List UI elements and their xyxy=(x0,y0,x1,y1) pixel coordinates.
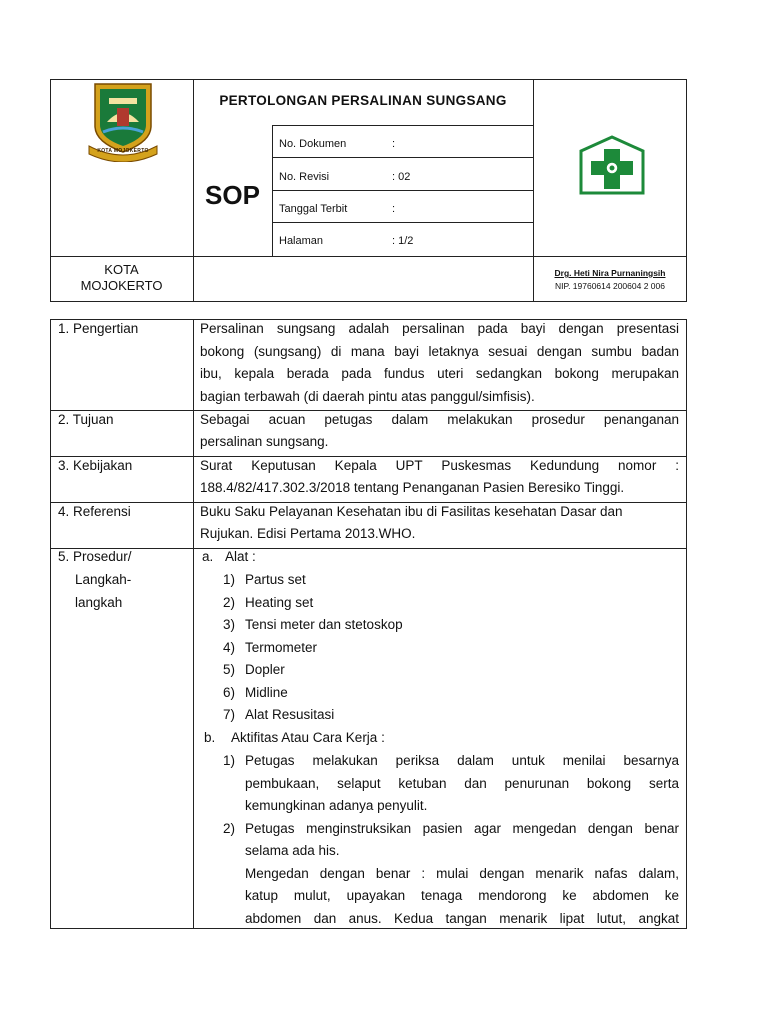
list-number: 1) xyxy=(223,572,236,587)
alat-item: Heating set xyxy=(245,595,314,610)
step-line: katup mulut, upayakan tenaga mendorong ke abdomen ke xyxy=(245,888,679,903)
list-number: 4) xyxy=(223,640,236,655)
city-logo-banner: KOTA MOJOKERTO xyxy=(97,148,149,154)
alat-item: Alat Resusitasi xyxy=(245,707,335,722)
list-number: 1) xyxy=(223,753,236,768)
pengertian-line: Persalinan sungsang adalah persalinan pada bayi dengan presentasi xyxy=(200,321,679,336)
field-label-halaman: Halaman xyxy=(279,235,324,247)
list-number: 3) xyxy=(223,617,236,632)
list-number: 7) xyxy=(223,707,236,722)
step-line: selama ada his. xyxy=(245,843,340,858)
list-marker: b. xyxy=(204,730,216,745)
list-number: 5) xyxy=(223,662,236,677)
field-label-tanggal-terbit: Tanggal Terbit xyxy=(279,203,348,215)
pengertian-line: ibu, kepala berada pada fundus uteri sedangkan bokong merupakan xyxy=(200,366,679,381)
alat-item: Termometer xyxy=(245,640,318,655)
alat-heading: Alat : xyxy=(225,549,256,564)
alat-item: Midline xyxy=(245,685,288,700)
list-number: 6) xyxy=(223,685,236,700)
city-name-line2: MOJOKERTO xyxy=(80,278,163,293)
step-line: Petugas menginstruksikan pasien agar mengedan dengan benar xyxy=(245,821,679,836)
aktifitas-heading: Aktifitas Atau Cara Kerja : xyxy=(231,730,385,745)
header-divider xyxy=(272,222,533,223)
sop-label: SOP xyxy=(205,180,260,210)
kebijakan-line: Surat Keputusan Kepala UPT Puskesmas Kedundung nomor : xyxy=(200,458,679,473)
city-name-line1: KOTA xyxy=(104,262,139,277)
section-label-pengertian: 1. Pengertian xyxy=(58,321,139,336)
referensi-line: Rujukan. Edisi Pertama 2013.WHO. xyxy=(200,526,416,541)
document-title: PERTOLONGAN PERSALINAN SUNGSANG xyxy=(219,93,507,108)
section-label-kebijakan: 3. Kebijakan xyxy=(58,458,133,473)
step-line: Mengedan dengan benar : mulai dengan menarik nafas dalam, xyxy=(245,866,679,881)
list-number: 2) xyxy=(223,821,236,836)
header-divider xyxy=(272,190,533,191)
pengertian-line: bokong (sungsang) di mana bayi letaknya sesuai dengan sumbu badan xyxy=(200,344,679,359)
alat-item: Tensi meter dan stetoskop xyxy=(245,617,403,632)
alat-item: Partus set xyxy=(245,572,306,587)
field-value-tanggal-terbit: : xyxy=(392,203,396,215)
body-divider xyxy=(50,548,687,549)
header-divider xyxy=(50,256,687,257)
field-label-no-dokumen: No. Dokumen xyxy=(279,138,347,150)
signatory-nip: NIP. 19760614 200604 2 006 xyxy=(555,281,665,291)
header-divider xyxy=(272,125,533,126)
field-value-halaman: : 1/2 xyxy=(392,235,414,247)
pengertian-line: bagian terbawah (di daerah pintu atas panggul/simfisis). xyxy=(200,389,535,404)
step-line: pembukaan, selaput ketuban dan penurunan bokong serta xyxy=(245,776,679,791)
puskesmas-logo xyxy=(577,135,647,197)
tujuan-line: persalinan sungsang. xyxy=(200,434,329,449)
step-line: abdomen dan anus. Kedua tangan menarik lipat lutut, angkat xyxy=(245,911,679,926)
signatory-name: Drg. Heti Nira Purnaningsih xyxy=(554,268,666,278)
section-label-prosedur: 5. Prosedur/ xyxy=(58,549,132,564)
list-marker: a. xyxy=(202,549,214,564)
list-number: 2) xyxy=(223,595,236,610)
section-label-referensi: 4. Referensi xyxy=(58,504,131,519)
referensi-line: Buku Saku Pelayanan Kesehatan ibu di Fasilitas kesehatan Dasar dan xyxy=(200,504,623,519)
kebijakan-line: 188.4/82/417.302.3/2018 tentang Penanganan Pasien Beresiko Tinggi. xyxy=(200,480,625,495)
header-divider xyxy=(272,125,273,256)
header-divider xyxy=(272,157,533,158)
alat-item: Dopler xyxy=(245,662,285,677)
section-label-prosedur: langkah xyxy=(75,595,123,610)
tujuan-line: Sebagai acuan petugas dalam melakukan prosedur penanganan xyxy=(200,412,679,427)
section-label-prosedur: Langkah- xyxy=(75,572,132,587)
field-value-no-revisi: : 02 xyxy=(392,171,411,183)
step-line: Petugas melakukan periksa dalam untuk menilai besarnya xyxy=(245,753,679,768)
step-line: kemungkinan adanya penyulit. xyxy=(245,798,428,813)
city-logo xyxy=(87,80,159,162)
field-value-no-dokumen: : xyxy=(392,138,396,150)
section-label-tujuan: 2. Tujuan xyxy=(58,412,114,427)
field-label-no-revisi: No. Revisi xyxy=(279,171,330,183)
